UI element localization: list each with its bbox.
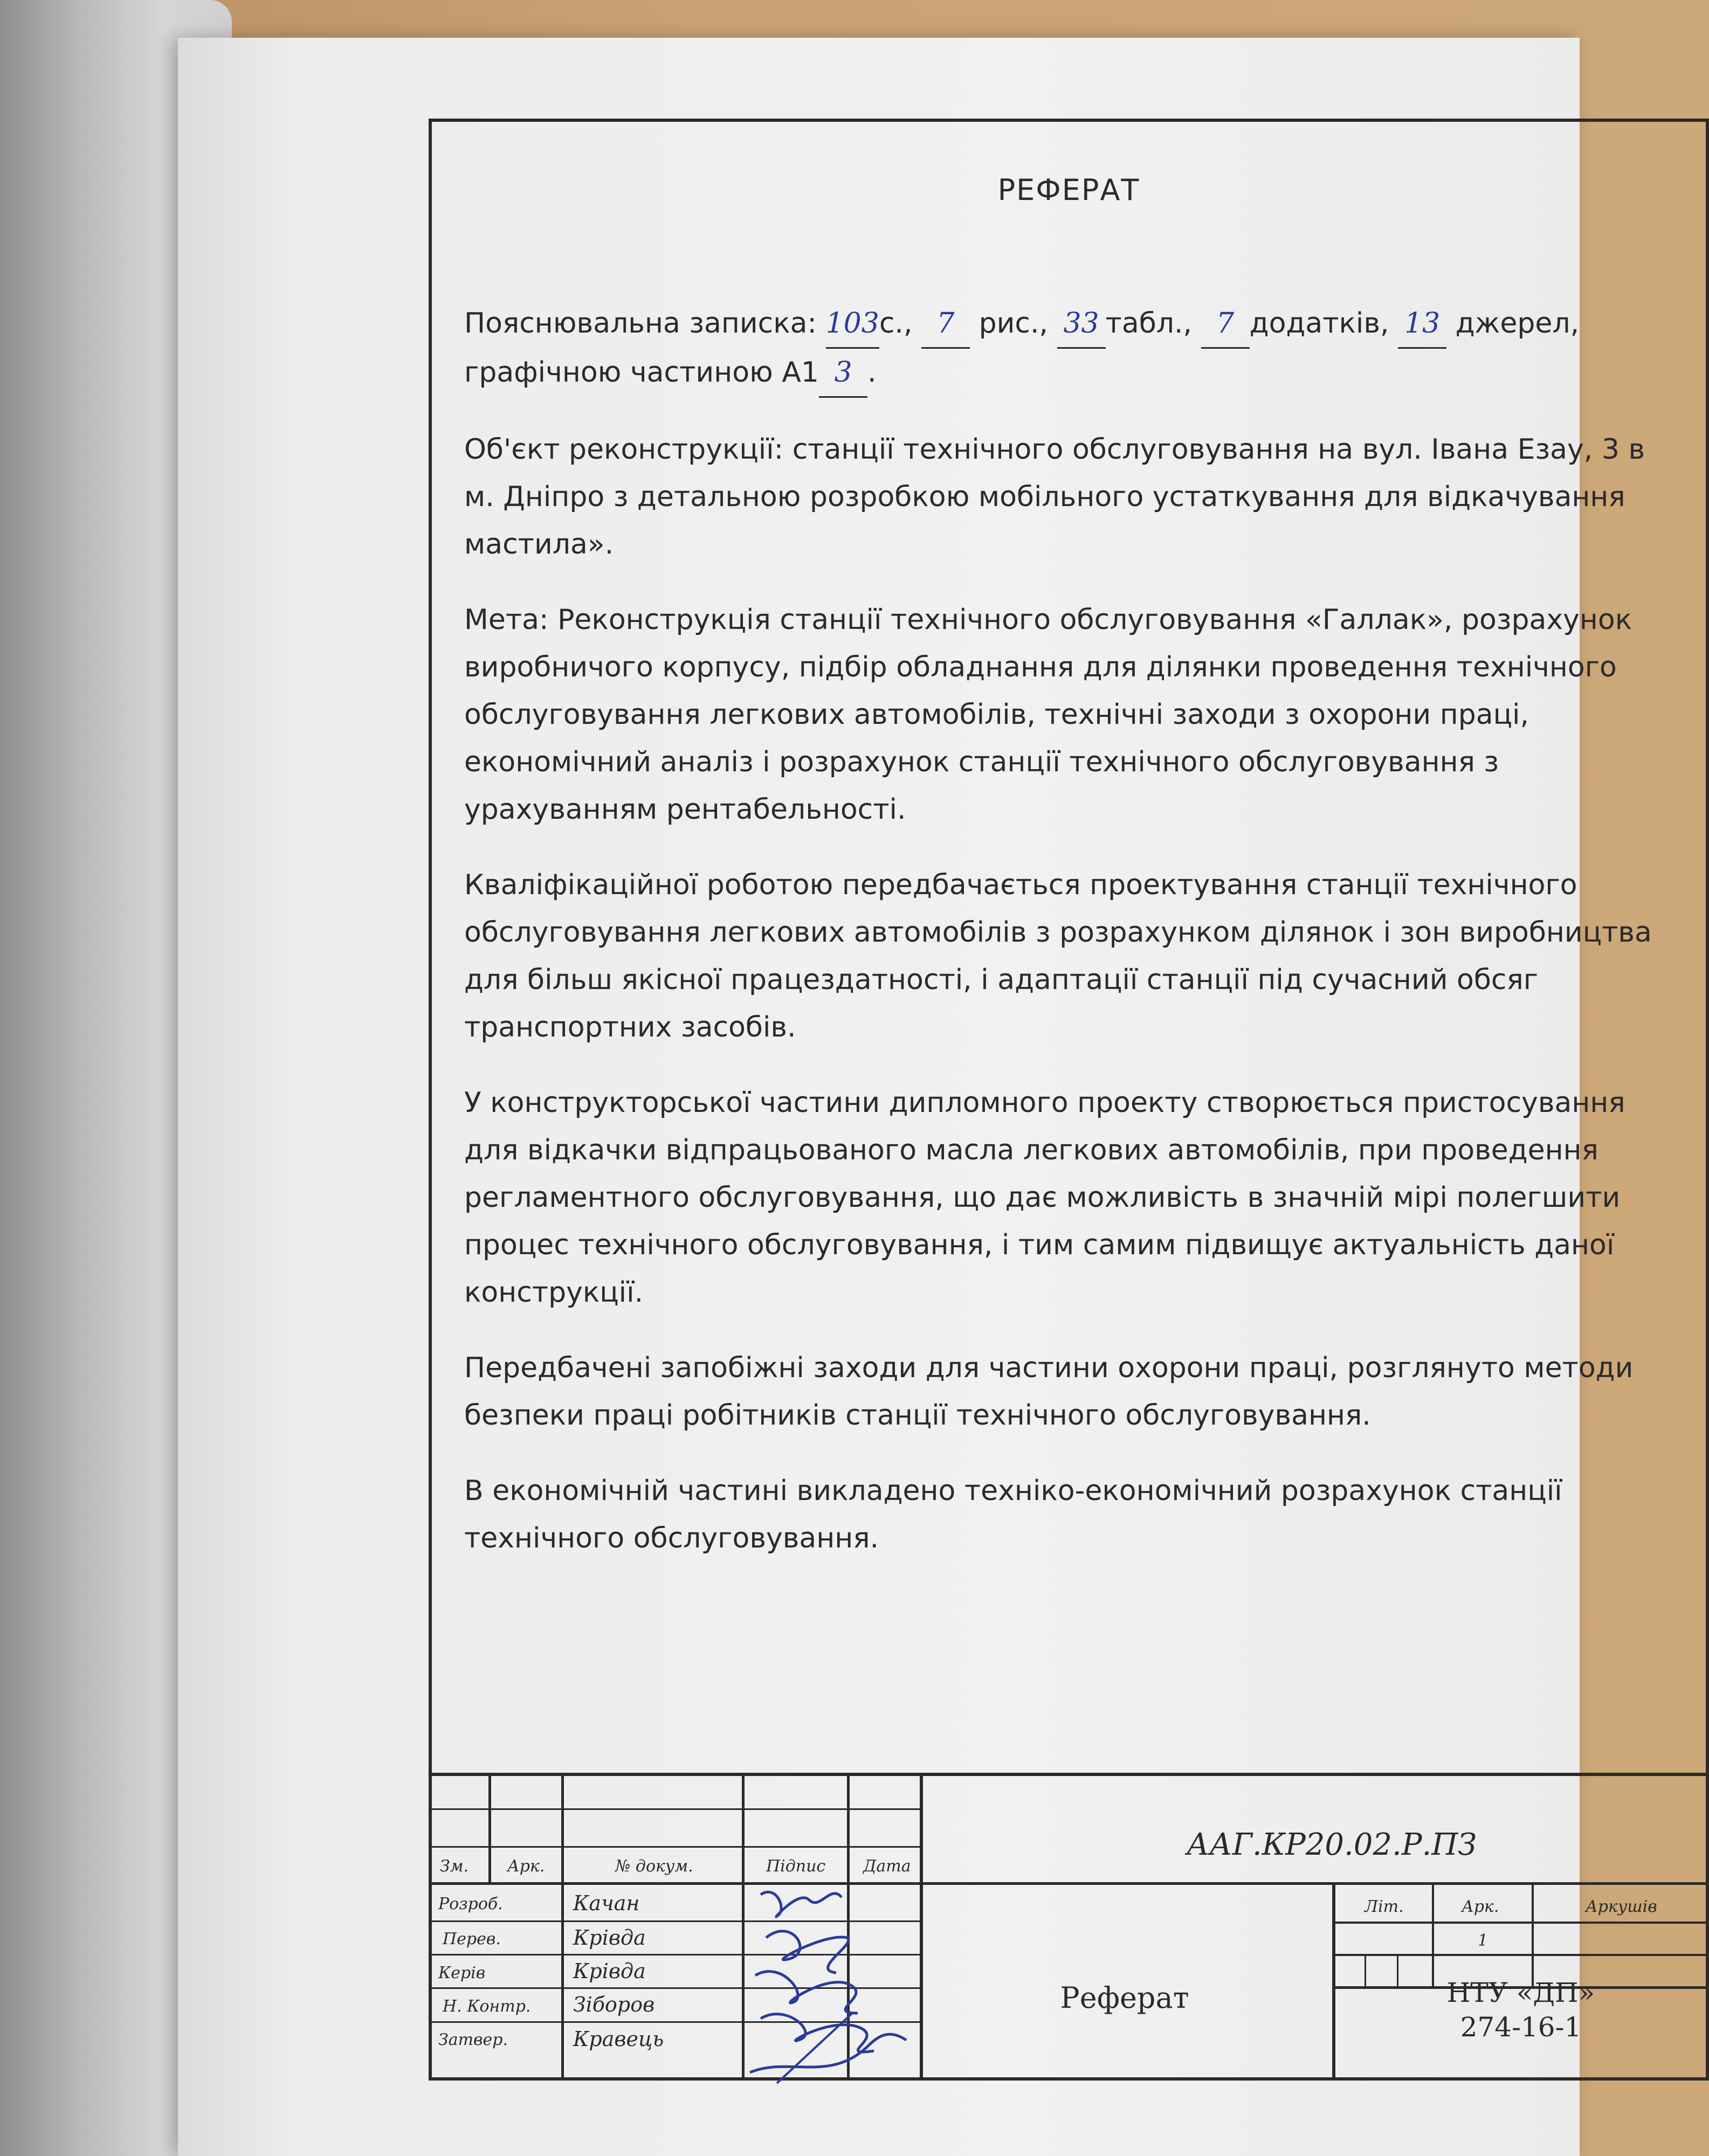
appendices-unit: додатків, [1249, 307, 1389, 340]
document-page [178, 38, 1657, 2156]
handwritten-signatures [745, 1878, 922, 2089]
header-date: Дата [863, 1857, 911, 1876]
paragraph-qualification: Кваліфікаційної роботою передбачається проектування станції технічного обслуговування легкових автомобілів з розрахунком ділянок і зон виробництва для більш якісної працездатності, і адаптації станції під сучасний обсяг транспортних засобів. [464, 869, 1652, 1044]
document-title: РЕФЕРАТ [997, 173, 1140, 207]
ark-label: Арк. [1462, 1897, 1499, 1916]
name-approver: Кравець [573, 2027, 664, 2051]
paragraph-object: Об'єкт реконструкції: станції технічного обслуговування на вул. Івана Езау, 3 в м. Дніпро з детальною розробкою мобільного устаткування для відкачування мастила». [464, 433, 1645, 561]
title-block [432, 1773, 1706, 2077]
org-line-1: НТУ «ДП» [1446, 1977, 1595, 2008]
header-change: Зм. [440, 1857, 469, 1876]
ark-value: 1 [1478, 1931, 1489, 1950]
role-norm-control: Н. Контр. [443, 1997, 531, 2016]
graphic-end: . [867, 356, 877, 389]
role-checker: Перев. [443, 1930, 501, 1948]
name-developer: Качан [573, 1891, 640, 1915]
tables-unit: табл., [1105, 307, 1193, 340]
paragraph-design: У конструкторської частини дипломного проекту створюється пристосування для відкачки відпрацьованого масла легкових автомобілів, при проведення регламентного обслуговування, що дає можливість в значній мірі полегшити процес технічного обслуговування, і тим самим підвищує актуальність даної конструкції. [464, 1087, 1625, 1309]
paragraph-safety: Передбачені запобіжні заходи для частини охорони праці, розглянуто методи безпеки праці робітників станції технічного обслуговування. [464, 1352, 1634, 1432]
role-developer: Розроб. [438, 1895, 503, 1913]
document-body [464, 300, 1672, 1590]
header-sheet: Арк. [507, 1857, 545, 1876]
pages-count: 103 [826, 300, 879, 349]
summary-paragraph [464, 300, 1672, 398]
sources-unit: джерел, [1455, 307, 1580, 340]
pages-unit: с., [879, 307, 913, 340]
arkushiv-label: Аркушів [1586, 1897, 1657, 1916]
role-approver: Затвер. [438, 2030, 508, 2049]
name-checker: Крівда [573, 1926, 646, 1950]
figures-count: 7 [921, 300, 970, 349]
graphic-sheets: 3 [819, 349, 867, 398]
header-doc-no: № докум. [615, 1857, 693, 1876]
lit-label: Літ. [1365, 1897, 1404, 1916]
graphic-label: графічною частиною А1 [464, 356, 819, 389]
role-supervisor: Керів [438, 1964, 486, 1982]
organization [1335, 1975, 1707, 2044]
header-signature: Підпис [766, 1857, 826, 1876]
document-code: ААГ.КР20.02.Р.ПЗ [1187, 1827, 1477, 1862]
sources-count: 13 [1398, 300, 1446, 349]
summary-label: Пояснювальна записка: [464, 307, 817, 340]
paragraph-economics: В економічній частині викладено техніко-економічний розрахунок станції технічного обслуговування. [464, 1475, 1562, 1554]
org-line-2: 274-16-1 [1460, 2012, 1582, 2043]
paragraph-goal: Мета: Реконструкція станції технічного обслуговування «Галлак», розрахунок виробничого корпусу, підбір обладнання для ділянки проведення технічного обслуговування легкових автомобілів, технічні заходи з охорони праці, економічний аналіз і розрахунок станції технічного обслуговування з урахуванням рентабельності. [464, 604, 1632, 826]
tables-count: 33 [1057, 300, 1106, 349]
name-norm-control: Зіборов [573, 1993, 655, 2016]
figures-unit: рис., [978, 307, 1049, 340]
sheet-title: Реферат [1060, 1981, 1189, 2015]
name-supervisor: Крівда [573, 1959, 646, 1983]
page-frame [429, 119, 1709, 2081]
appendices-count: 7 [1201, 300, 1250, 349]
